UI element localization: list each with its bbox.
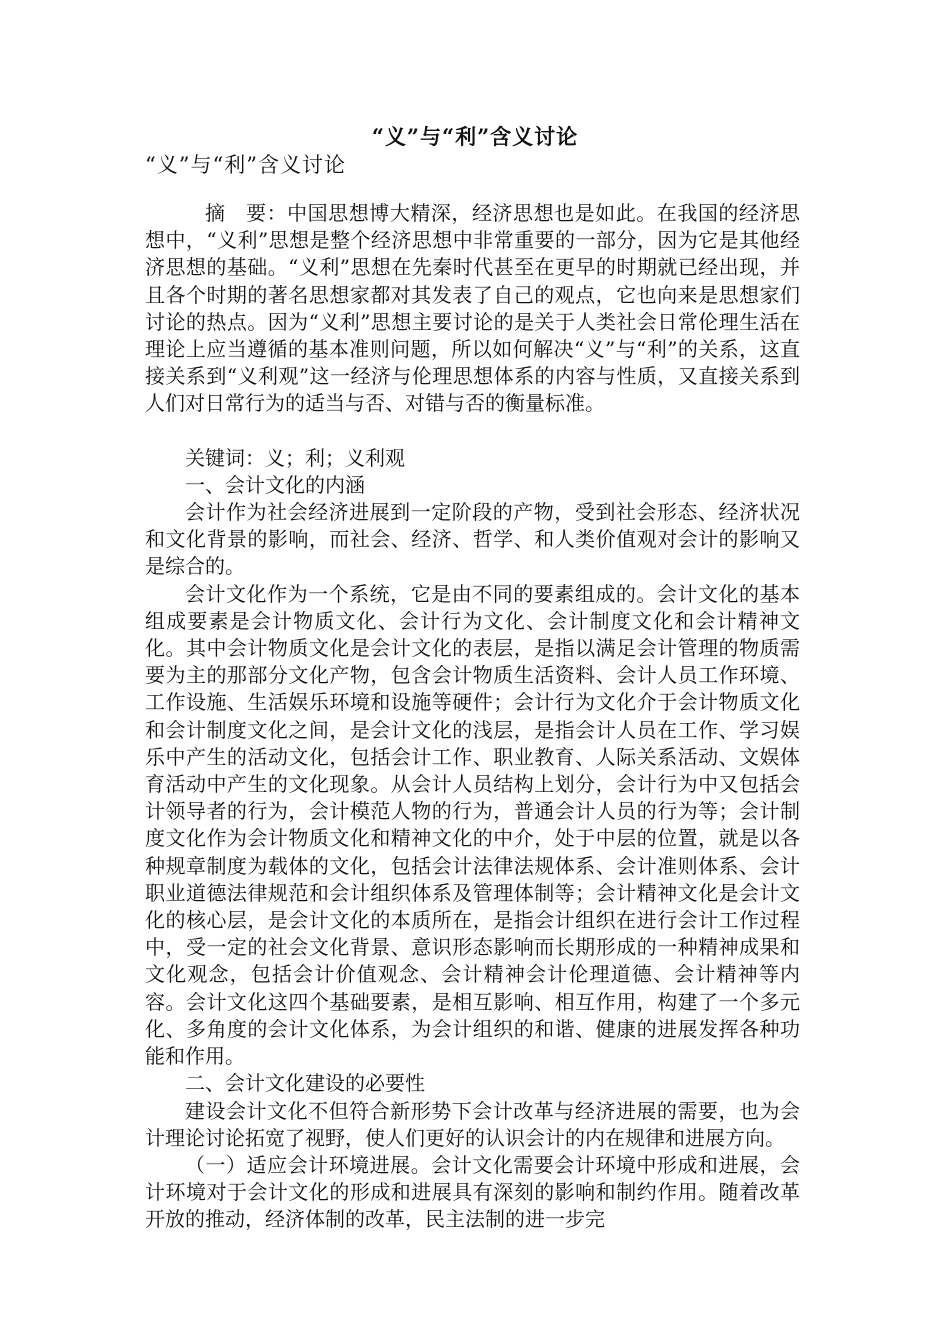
section1-paragraph-1: 会计作为社会经济进展到一定阶段的产物，受到社会形态、经济状况和文化背景的影响，而社会、经济、哲学、和人类价值观对会计的影响又是综合的。 — [145, 500, 800, 579]
section-heading-1: 一、会计文化的内涵 — [185, 472, 365, 497]
document-subtitle: “义”与“利”含义讨论 — [145, 153, 346, 177]
section2-paragraph-1: 建设会计文化不但符合新形势下会计改革与经济进展的需要，也为会计理论讨论拓宽了视野，使人们更好的认识会计的内在规律和进展方向。 — [145, 1098, 800, 1150]
document-body — [145, 200, 800, 1234]
document-title: “义”与“利”含义讨论 — [371, 124, 579, 149]
section1-paragraph-2: 会计文化作为一个系统，它是由不同的要素组成的。会计文化的基本组成要素是会计物质文化、会计行为文化、会计制度文化和会计精神文化。其中会计物质文化是会计文化的表层，是指以满足会计管理的物质需要为主的那部分文化产物，包含会计物质生活资料、会计人员工作环境、工作设施、生活娱乐环境和设施等硬件；会计行为文化介于会计物质文化和会计制度文化之间，是会计文化的浅层，是指会计人员在工作、学习娱乐中产生的活动文化，包括会计工作、职业教育、人际关系活动、文娱体育活动中产生的文化现象。从会计人员结构上划分，会计行为中又包括会计领导者的行为，会计模范人物的行为，普通会计人员的行为等；会计制度文化作为会计物质文化和精神文化的中介，处于中层的位置，就是以各种规章制度为载体的文化，包括会计法律法规体系、会计准则体系、会计职业道德法律规范和会计组织体系及管理体制等；会计精神文化是会计文化的核心层，是会计文化的本质所在，是指会计组织在进行会计工作过程中，受一定的社会文化背景、意识形态影响而长期形成的一种精神成果和文化观念，包括会计价值观念、会计精神会计伦理道德、会计精神等内容。会计文化这四个基础要素，是相互影响、相互作用，构建了一个多元化、多角度的会计文化体系，为会计组织的和谐、健康的进展发挥各种功能和作用。 — [145, 581, 800, 1069]
keywords-line: 关键词：义；利；义利观 — [185, 445, 405, 470]
section-heading-2: 二、会计文化建设的必要性 — [185, 1071, 425, 1096]
abstract-paragraph: 摘 要：中国思想博大精深，经济思想也是如此。在我国的经济思想中，“义利”思想是整个经济思想中非常重要的一部分，因为它是其他经济思想的基础。“义利”思想在先秦时代甚至在更早的时期就已经出现，并且各个时期的著名思想家都对其发表了自己的观点，它也向来是思想家们讨论的热点。因为“义利”思想主要讨论的是关于人类社会日常伦理生活在理论上应当遵循的基本准则问题，所以如何解决“义”与“利”的关系，这直接关系到“义利观”这一经济与伦理思想体系的内容与性质，又直接关系到人们对日常行为的适当与否、对错与否的衡量标准。 — [145, 201, 800, 416]
section2-paragraph-2: （一）适应会计环境进展。会计文化需要会计环境中形成和进展，会计环境对于会计文化的形成和进展具有深刻的影响和制约作用。随着改革开放的推动，经济体制的改革，民主法制的进一步完 — [145, 1152, 800, 1232]
